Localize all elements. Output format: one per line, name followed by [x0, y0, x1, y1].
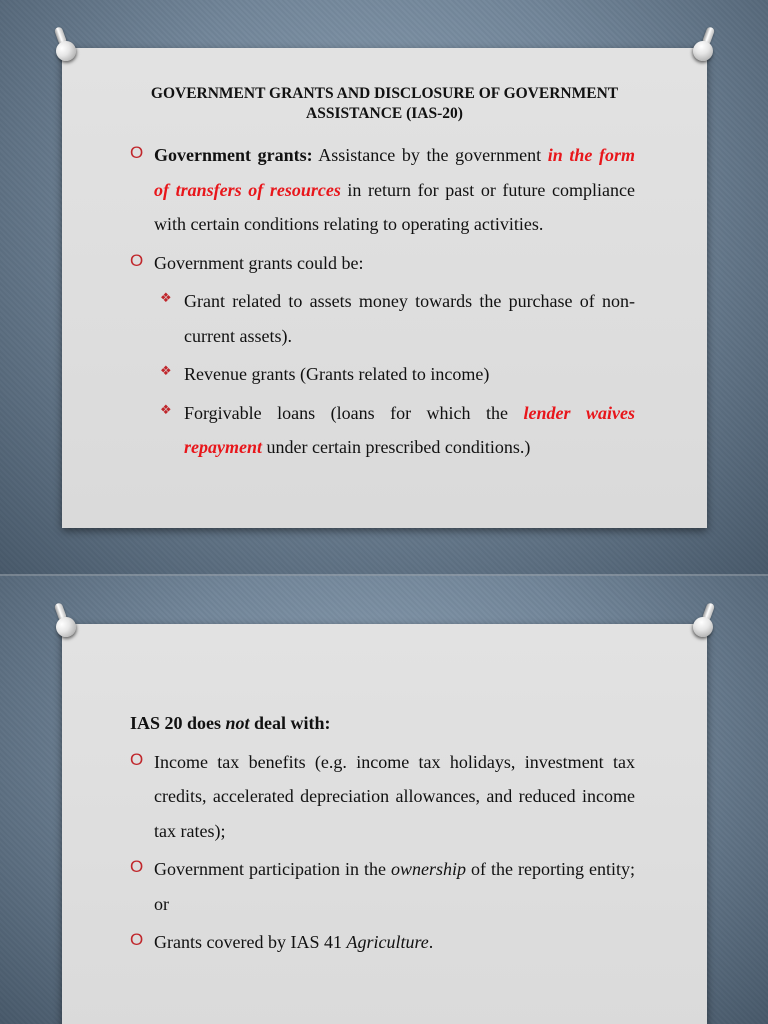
title-line-1: GOVERNMENT GRANTS AND DISCLOSURE OF GOVERNMENT [150, 85, 619, 102]
bullet-emphasis: ownership [390, 859, 466, 879]
heading-emphasis: not [225, 713, 250, 733]
bullet-text: Income tax benefits (e.g. income tax holidays, investment tax credits, accelerated depreciation allowances, and reduced income tax rates); [154, 751, 635, 841]
bullet-text: . [428, 932, 434, 952]
highlight-text: in the form of transfers of resources [154, 145, 635, 200]
sub-bullet-assets [130, 284, 635, 353]
heading-text: IAS 20 does [130, 713, 226, 733]
sub-bullet-text: Grant related to assets money towards the purchase of non-current assets). [184, 291, 635, 346]
bullet-ownership [130, 852, 635, 921]
bullet-income-tax [130, 745, 635, 849]
highlight-text: lender waives repayment [184, 402, 635, 457]
sub-bullet-text: Revenue grants (Grants related to income) [184, 364, 490, 384]
diamond-bullet-icon: ❖ [160, 402, 172, 418]
bullet-text: Government grants could be: [154, 252, 364, 273]
circle-bullet-icon: O [130, 250, 144, 270]
title-line-2: ASSISTANCE (IAS-20) [306, 105, 463, 122]
diamond-bullet-icon: ❖ [160, 291, 172, 306]
slide-2 [0, 576, 768, 1024]
circle-bullet-icon: O [130, 749, 144, 769]
circle-bullet-icon: O [130, 930, 144, 949]
circle-bullet-icon: O [130, 143, 144, 162]
sub-bullet-text: under certain prescribed conditions.) [262, 437, 531, 457]
bullet-government-grants [130, 138, 635, 242]
sub-bullet-text: Forgivable loans (loans for which the [184, 402, 524, 423]
heading-text: deal with: [249, 713, 331, 733]
bullet-text: of the reporting entity; or [154, 859, 635, 914]
bullet-label: Government grants: [154, 145, 313, 165]
diamond-bullet-icon: ❖ [160, 364, 172, 379]
slide-2-heading [130, 706, 635, 741]
bullet-text: Assistance by the government [312, 145, 548, 165]
bullet-text: in return for past or future compliance with certain conditions relating to operating activities. [154, 179, 635, 234]
slide-1-title [62, 84, 707, 124]
bullet-text: Government participation in the [154, 859, 391, 879]
bullet-emphasis: Agriculture [346, 932, 429, 952]
sub-bullet-forgivable-loans [130, 396, 635, 465]
sub-bullet-revenue [130, 357, 635, 392]
slide-2-content [130, 706, 635, 964]
bullet-text: Grants covered by IAS 41 [154, 932, 347, 952]
slide-1-content [130, 138, 635, 469]
bullet-grants-could-be [130, 246, 635, 281]
bullet-ias41 [130, 925, 635, 960]
circle-bullet-icon: O [130, 857, 144, 876]
